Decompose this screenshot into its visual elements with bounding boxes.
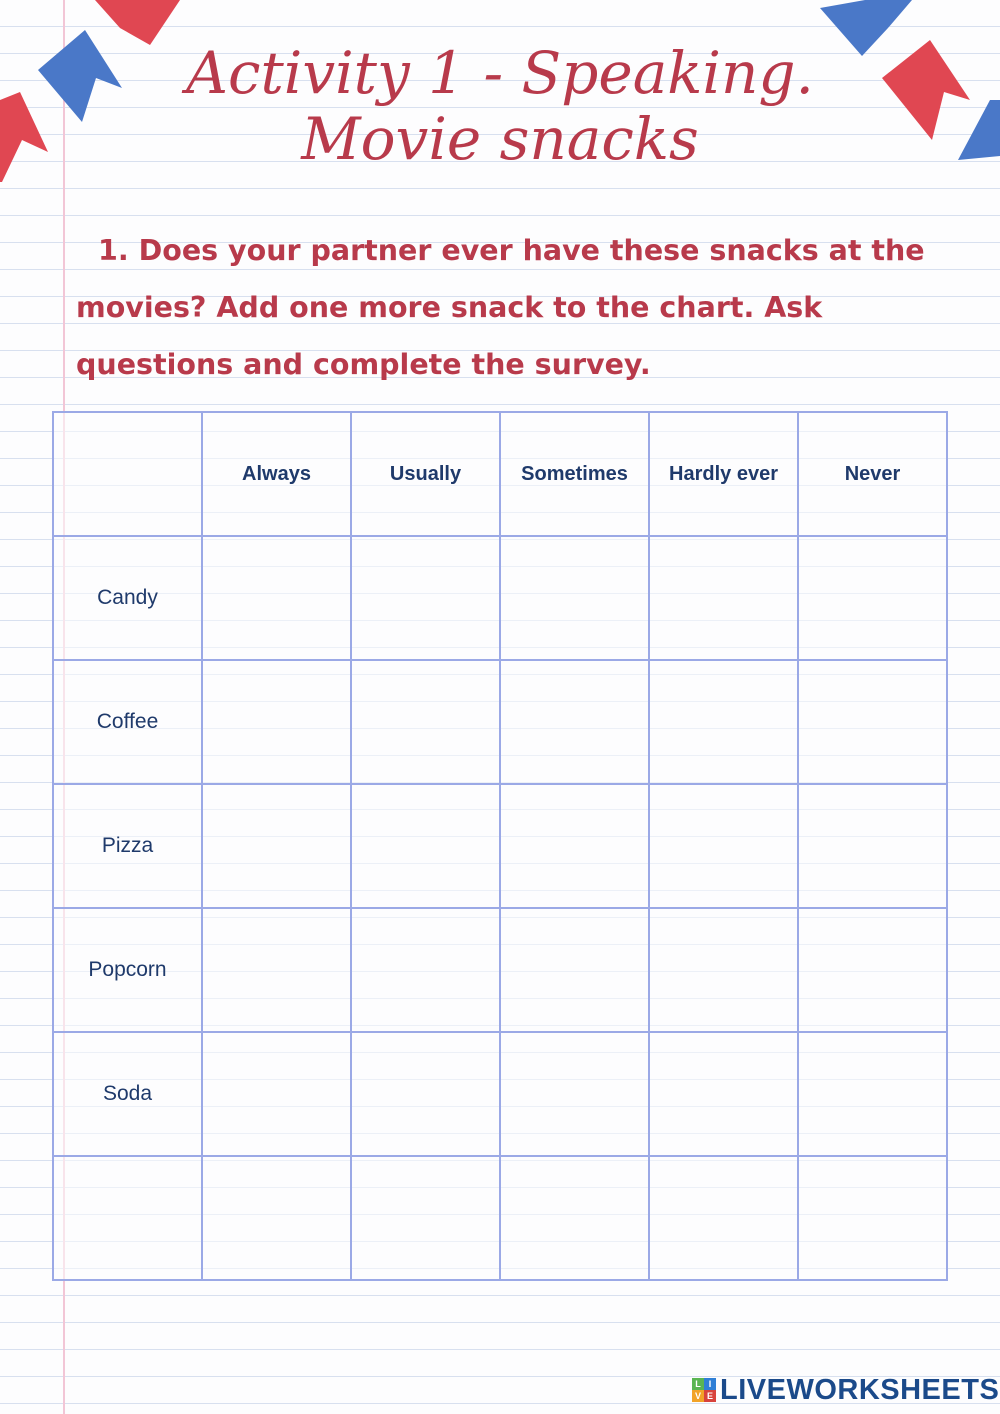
survey-table [52,411,948,1281]
survey-answer-cell[interactable] [202,784,351,908]
survey-answer-cell[interactable] [798,660,947,784]
survey-row-extra-snack [53,1156,947,1280]
title-line-2: Movie snacks [301,105,699,173]
survey-row-coffee [53,660,947,784]
liveworksheets-logo [692,1372,999,1408]
instructions-body: 1. Does your partner ever have these snacks at the movies? Add one more snack to the chart. Ask questions and complete the survey. [76,234,925,381]
title-line-1: Activity 1 - Speaking. [186,39,814,107]
survey-answer-cell[interactable] [500,1032,649,1156]
survey-column-never: Never [798,412,947,536]
survey-column-hardly-ever: Hardly ever [649,412,798,536]
survey-answer-cell[interactable] [798,1156,947,1280]
bunting-flag-red-left-1 [95,0,180,45]
survey-answer-cell[interactable] [649,1156,798,1280]
survey-column-always: Always [202,412,351,536]
survey-answer-cell[interactable] [202,536,351,660]
survey-answer-cell[interactable] [500,536,649,660]
survey-answer-cell[interactable] [798,784,947,908]
survey-answer-cell[interactable] [202,1032,351,1156]
survey-answer-cell[interactable] [500,660,649,784]
survey-row-candy [53,536,947,660]
page-title [0,40,1000,172]
survey-answer-cell[interactable] [202,660,351,784]
survey-answer-cell[interactable] [351,1156,500,1280]
survey-corner-cell [53,412,202,536]
survey-answer-cell[interactable] [351,908,500,1032]
survey-answer-cell[interactable] [649,784,798,908]
survey-answer-cell[interactable] [798,536,947,660]
survey-row-label: Popcorn [53,908,202,1032]
brand-name: LIVEWORKSHEETS [720,1373,1000,1406]
survey-answer-cell[interactable] [798,1032,947,1156]
survey-row-label-blank[interactable] [53,1156,202,1280]
survey-answer-cell[interactable] [351,784,500,908]
survey-answer-cell[interactable] [649,660,798,784]
survey-answer-cell[interactable] [649,908,798,1032]
survey-answer-cell[interactable] [649,536,798,660]
survey-header-row [53,412,947,536]
survey-row-soda [53,1032,947,1156]
survey-answer-cell[interactable] [500,784,649,908]
survey-row-pizza [53,784,947,908]
survey-row-popcorn [53,908,947,1032]
survey-row-label: Soda [53,1032,202,1156]
survey-answer-cell[interactable] [351,660,500,784]
survey-answer-cell[interactable] [500,908,649,1032]
survey-answer-cell[interactable] [798,908,947,1032]
survey-answer-cell[interactable] [351,1032,500,1156]
survey-answer-cell[interactable] [351,536,500,660]
liveworksheets-logo-icon: L I V E [692,1378,716,1402]
survey-row-label: Candy [53,536,202,660]
survey-row-label: Coffee [53,660,202,784]
survey-answer-cell[interactable] [202,1156,351,1280]
survey-answer-cell[interactable] [500,1156,649,1280]
survey-answer-cell[interactable] [202,908,351,1032]
survey-answer-cell[interactable] [649,1032,798,1156]
instructions-text [76,222,956,393]
survey-column-sometimes: Sometimes [500,412,649,536]
survey-column-usually: Usually [351,412,500,536]
survey-row-label: Pizza [53,784,202,908]
